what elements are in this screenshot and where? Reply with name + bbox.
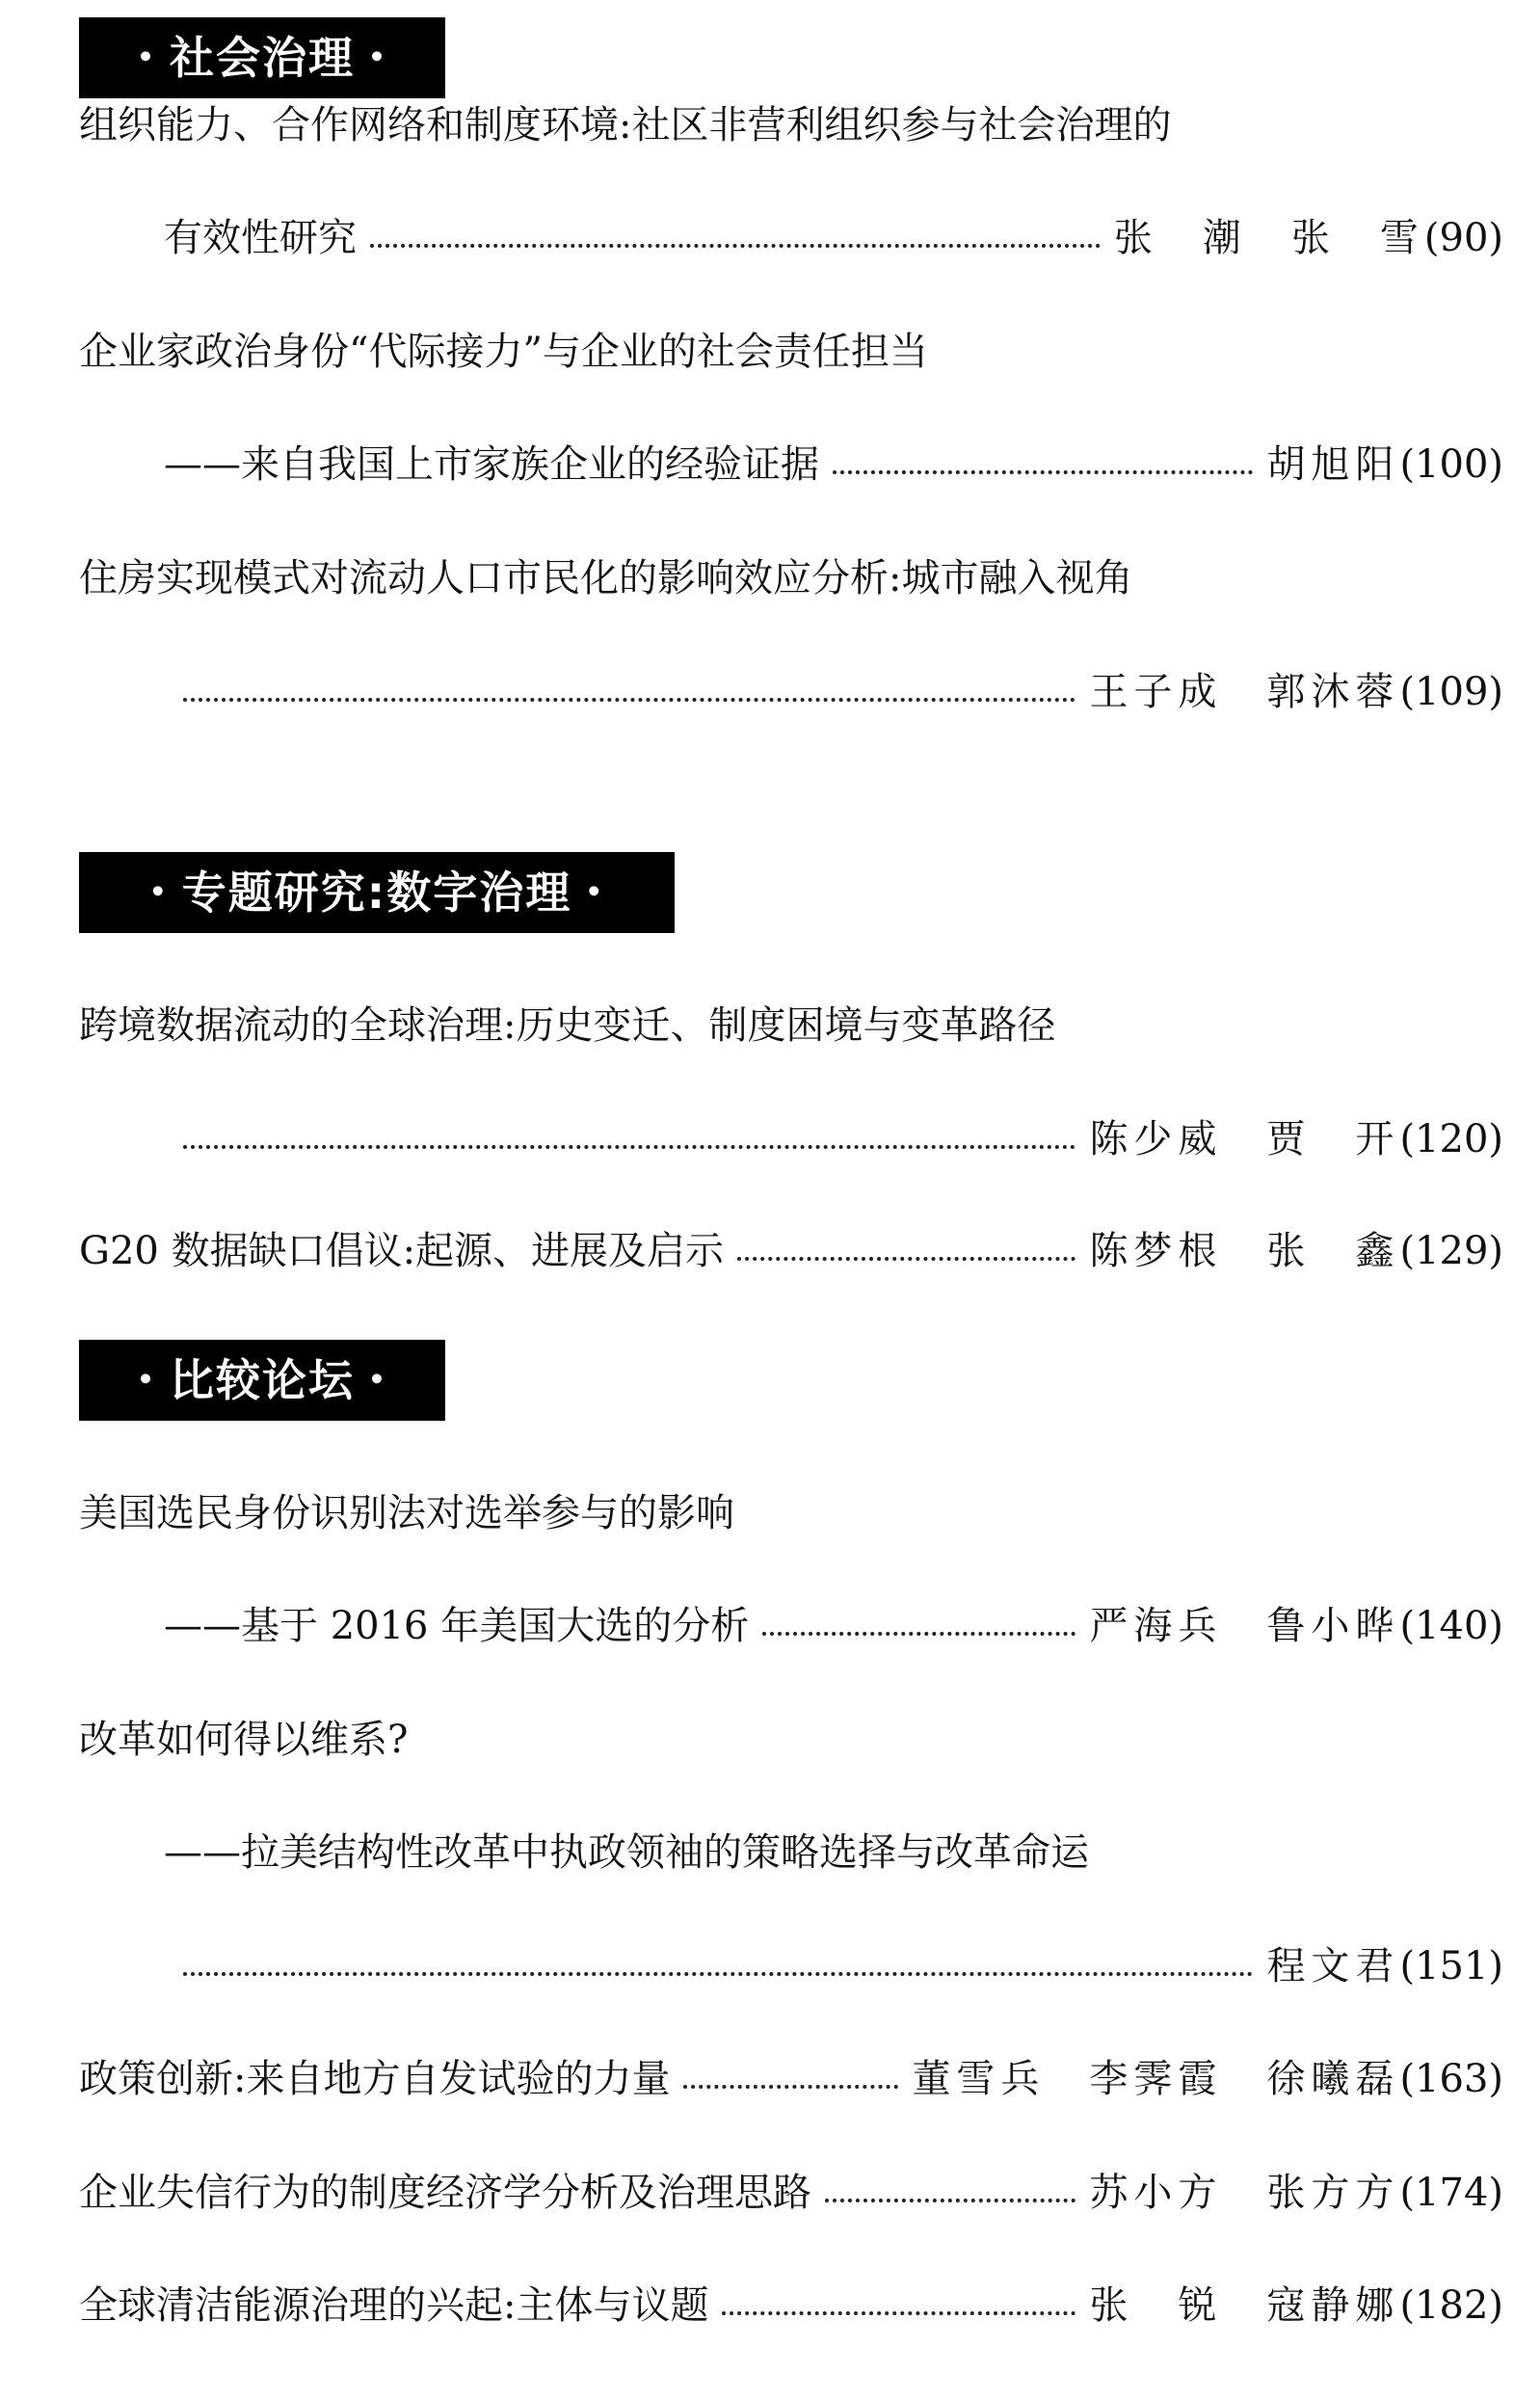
entry-page: (151) [1399,1944,1503,1988]
entry-page: (120) [1399,1117,1503,1161]
entry-title: 组织能力、合作网络和制度环境:社区非营利组织参与社会治理的 [79,103,1172,147]
toc-entry-subline[interactable] [183,1108,1503,1170]
toc-entry-subline[interactable] [164,1595,1503,1657]
leader-dots [183,1972,1253,1976]
entry-authors: 严海兵 鲁小晔 [1089,1604,1400,1648]
toc-entry[interactable] [79,2162,1503,2224]
section-heading-digital-governance: ・专题研究:数字治理・ [79,852,675,933]
leader-dots [722,2311,1075,2315]
leader-dots [737,1257,1075,1261]
entry-title: 美国选民身份识别法对选举参与的影响 [79,1491,734,1535]
entry-authors: 苏小方 张方方 [1089,2171,1400,2215]
entry-authors: 陈梦根 张 鑫 [1089,1229,1400,1273]
entry-authors: 张 锐 寇静娜 [1089,2283,1400,2328]
section-heading-social-governance: ・社会治理・ [79,17,445,98]
entry-page: (129) [1399,1229,1503,1273]
entry-subtitle: ——拉美结构性改革中执政领袖的策略选择与改革命运 [164,1830,1089,1875]
entry-authors: 王子成 郭沐蓉 [1089,670,1400,714]
toc-entry-subline[interactable] [183,1935,1503,1997]
toc-entry[interactable] [79,1220,1503,1282]
leader-dots [683,2085,898,2089]
entry-authors: 陈少威 贾 开 [1089,1117,1400,1161]
toc-entry-title[interactable] [79,1709,1503,1771]
entry-title: 企业失信行为的制度经济学分析及治理思路 [79,2171,811,2215]
toc-entry[interactable] [79,2275,1503,2336]
entry-authors: 程文君 [1266,1944,1400,1988]
entry-authors: 胡旭阳 [1266,442,1400,487]
entry-page: (90) [1423,216,1503,260]
toc-entry-title[interactable] [79,1482,1503,1544]
section-heading-comparative-forum: ・比较论坛・ [79,1340,445,1421]
toc-entry-title[interactable] [79,94,1503,156]
leader-dots [833,470,1253,474]
entry-page: (163) [1399,2057,1503,2101]
entry-title: 政策创新:来自地方自发试验的力量 [79,2057,671,2101]
entry-page: (100) [1399,442,1503,487]
leader-dots [762,1632,1075,1636]
toc-entry-subline[interactable] [164,1822,1503,1883]
toc-entry-subline[interactable] [183,661,1503,723]
toc-entry-title[interactable] [79,995,1503,1056]
entry-page: (140) [1399,1604,1503,1648]
entry-page: (182) [1399,2283,1503,2328]
toc-entry-subline[interactable] [164,207,1503,269]
toc-entry-title[interactable] [79,321,1503,383]
entry-subtitle: ——基于 2016 年美国大选的分析 [164,1604,750,1648]
entry-authors: 张 潮 张 雪 [1113,216,1424,260]
entry-title: 改革如何得以维系? [79,1718,409,1762]
leader-dots [825,2199,1075,2202]
entry-title: 企业家政治身份“代际接力”与企业的社会责任担当 [79,330,928,374]
toc-entry-title[interactable] [79,547,1503,609]
toc-entry-subline[interactable] [164,434,1503,495]
entry-title: G20 数据缺口倡议:起源、进展及启示 [79,1229,725,1273]
leader-dots [370,244,1101,248]
entry-subtitle: ——来自我国上市家族企业的经验证据 [164,442,819,487]
entry-authors: 董雪兵 李霁霞 徐曦磊 [912,2057,1400,2101]
entry-title: 全球清洁能源治理的兴起:主体与议题 [79,2283,709,2328]
entry-title-cont: 有效性研究 [164,216,357,260]
leader-dots [183,1145,1075,1149]
leader-dots [183,698,1075,702]
entry-page: (109) [1399,670,1503,714]
entry-page: (174) [1399,2171,1503,2215]
toc-entry[interactable] [79,2048,1503,2110]
entry-title: 跨境数据流动的全球治理:历史变迁、制度困境与变革路径 [79,1003,1056,1048]
entry-title: 住房实现模式对流动人口市民化的影响效应分析:城市融入视角 [79,556,1133,600]
